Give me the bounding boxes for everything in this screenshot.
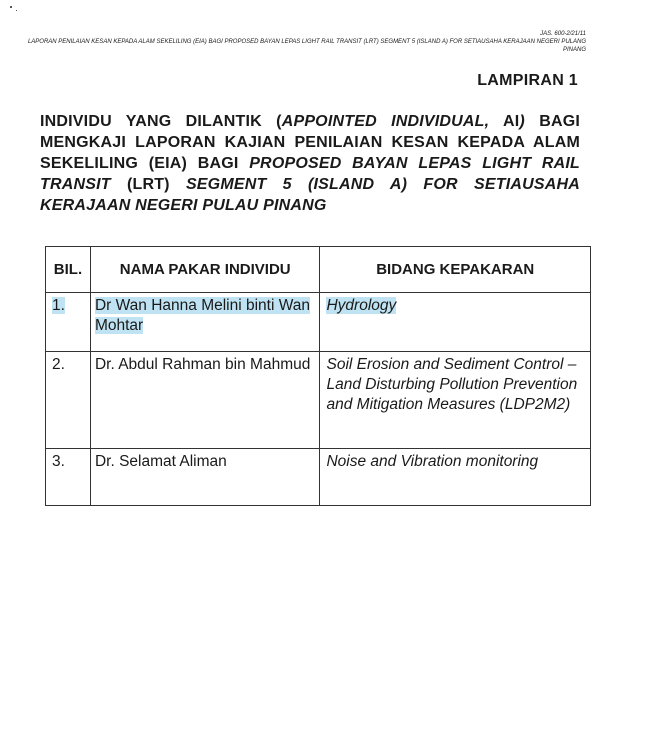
cell-bidang	[320, 449, 591, 506]
expertise-field: Soil Erosion and Sediment Control – Land Disturbing Pollution Prevention and Mitigation Measures (LDP2M2)	[326, 356, 578, 413]
bil-value: 3.	[52, 453, 65, 470]
scan-speck	[10, 6, 12, 8]
expert-name: Dr. Abdul Rahman bin Mahmud	[94, 356, 311, 373]
expertise-field: Noise and Vibration monitoring	[326, 453, 539, 470]
table-row	[46, 293, 591, 352]
header-nama: NAMA PAKAR INDIVIDU	[90, 247, 320, 293]
document-title	[40, 111, 580, 216]
title-part: (LRT)	[110, 176, 186, 193]
table-row	[46, 352, 591, 449]
title-part: INDIVIDU YANG DILANTIK (	[40, 113, 282, 130]
title-part-italic: APPOINTED INDIVIDUAL,	[281, 113, 490, 130]
expertise-field: Hydrology	[326, 297, 397, 314]
expert-name: Dr Wan Hanna Melini binti Wan Mohtar	[94, 297, 311, 334]
document-reference: JAS. 600-2/21/11	[540, 31, 586, 37]
title-part: BAGI MENGKAJI LAPORAN KAJIAN PENILAIAN KESAN KEPADA ALAM SEKELILING (EIA) BAGI	[40, 113, 580, 172]
cell-nama	[90, 352, 320, 449]
cell-bil	[46, 449, 91, 506]
title-part-italic: SEGMENT 5 (ISLAND A) FOR SETIAUSAHA KERAJAAN NEGERI PULAU PINANG	[40, 176, 580, 214]
cell-nama	[90, 449, 320, 506]
header-bil: BIL.	[46, 247, 91, 293]
expert-name: Dr. Selamat Aliman	[94, 453, 227, 470]
cell-bil	[46, 352, 91, 449]
header-bidang: BIDANG KEPAKARAN	[320, 247, 591, 293]
bil-value: 1.	[52, 297, 65, 314]
cell-bidang	[320, 293, 591, 352]
experts-table	[45, 246, 591, 506]
table-header-row	[46, 247, 591, 293]
title-part: AI	[489, 113, 520, 130]
appendix-label: LAMPIRAN 1	[477, 72, 578, 89]
cell-nama	[90, 293, 320, 352]
table-row	[46, 449, 591, 506]
cell-bidang	[320, 352, 591, 449]
cell-bil	[46, 293, 91, 352]
title-part-italic: )	[519, 113, 525, 130]
scan-speck	[16, 10, 17, 11]
title-part-italic: PROPOSED BAYAN LEPAS LIGHT RAIL TRANSIT	[40, 155, 580, 193]
report-running-title: LAPORAN PENILAIAN KESAN KEPADA ALAM SEKELILING (EIA) BAGI PROPOSED BAYAN LEPAS LIGHT RAIL TRANSIT (LRT) SEGMENT 5 (ISLAND A) FOR SETIAUSAHA KERAJAAN NEGERI PULANG PINANG	[27, 39, 586, 53]
bil-value: 2.	[52, 356, 65, 373]
